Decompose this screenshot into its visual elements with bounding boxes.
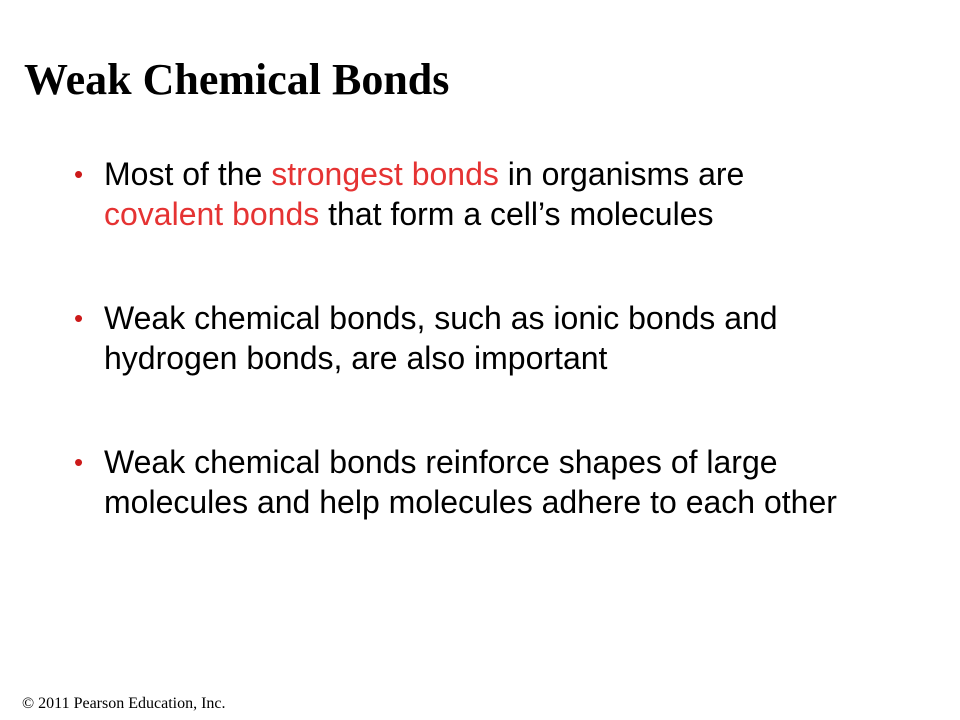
copyright-notice: © 2011 Pearson Education, Inc. [22,695,226,712]
bullet-item [74,442,864,522]
bullet-text: Weak chemical bonds, such as ionic bonds and hydrogen bonds, are also important [104,300,778,376]
bullet-text: Weak chemical bonds reinforce shapes of large molecules and help molecules adhere to each other [104,444,837,520]
highlight-text-strongest-bonds: strongest bonds [271,156,499,192]
bullet-item [74,298,864,378]
bullet-text-segment: that form a cell’s molecules [319,196,714,232]
bullet-list [74,154,864,586]
bullet-text-segment: Most of the [104,156,272,192]
bullet-marker-icon: • [74,447,84,477]
bullet-marker-icon: • [74,303,84,333]
highlight-text-covalent-bonds: covalent bonds [104,196,320,232]
slide-title: Weak Chemical Bonds [24,55,450,104]
bullet-item [74,154,864,234]
bullet-marker-icon: • [74,159,84,189]
bullet-text-segment: in organisms are [498,156,745,192]
